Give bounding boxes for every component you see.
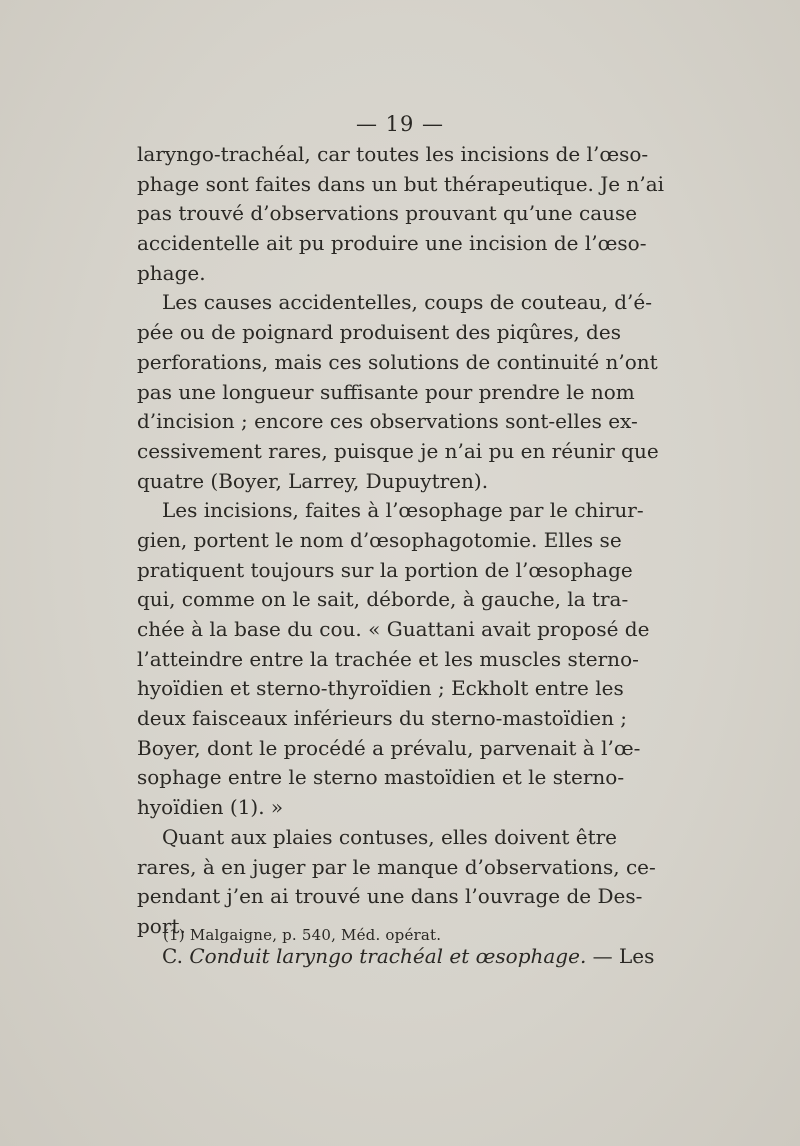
body-text bbox=[137, 140, 665, 971]
text-line: d’incision ; encore ces observations sont-elles ex- bbox=[137, 409, 638, 434]
text-line: pratiquent toujours sur la portion de l’œsophage bbox=[137, 557, 633, 582]
section-letter: C. bbox=[162, 943, 183, 968]
page-number: — 19 — bbox=[355, 112, 445, 136]
text-line: port. bbox=[137, 913, 186, 938]
text-line: accidentelle ait pu produire une incision de l’œso- bbox=[137, 231, 647, 256]
text-line: gien, portent le nom d’œsophagotomie. Elles se bbox=[137, 527, 622, 552]
text-line: pendant j’en ai trouvé une dans l’ouvrage de Des- bbox=[137, 884, 643, 909]
text-line: phage. bbox=[137, 260, 206, 285]
text-line: pas une longueur suffisante pour prendre le nom bbox=[137, 379, 635, 404]
section-continuation: — Les bbox=[592, 943, 655, 968]
text-line: qui, comme on le sait, déborde, à gauche, la tra- bbox=[137, 587, 629, 612]
text-line: rares, à en juger par le manque d’observations, ce- bbox=[137, 854, 656, 879]
section-heading bbox=[137, 942, 655, 972]
text-line: perforations, mais ces solutions de continuité n’ont bbox=[137, 349, 658, 374]
text-line: laryngo-trachéal, car toutes les incisions de l’œso- bbox=[137, 142, 649, 166]
text-line: Quant aux plaies contuses, elles doivent être bbox=[162, 824, 618, 849]
text-line: pée ou de poignard produisent des piqûres, des bbox=[137, 320, 621, 345]
text-line: deux faisceaux inférieurs du sterno-mastoïdien ; bbox=[137, 706, 628, 731]
text-line: cessivement rares, puisque je n’ai pu en réunir que bbox=[137, 438, 659, 463]
text-line: chée à la base du cou. « Guattani avait proposé de bbox=[137, 617, 650, 641]
text-line: hyoïdien et sterno-thyroïdien ; Eckholt entre les bbox=[137, 676, 624, 701]
text-line: Boyer, dont le procédé a prévalu, parvenait à l’œ- bbox=[137, 735, 641, 760]
footnote: (1) Malgaigne, p. 540, Méd. opérat. bbox=[163, 926, 442, 944]
section-title: Conduit laryngo trachéal et œsophage. bbox=[189, 943, 587, 968]
text-line: pas trouvé d’observations prouvant qu’une cause bbox=[137, 201, 638, 226]
text-line: phage sont faites dans un but thérapeutique. Je n’ai bbox=[137, 171, 665, 196]
text-line: quatre (Boyer, Larrey, Dupuytren). bbox=[137, 468, 489, 493]
text-line: sophage entre le sterno mastoïdien et le sterno- bbox=[137, 765, 625, 790]
text-line: Les incisions, faites à l’œsophage par le chirur- bbox=[162, 498, 644, 523]
text-line: l’atteindre entre la trachée et les muscles sterno- bbox=[137, 646, 639, 671]
text-line: hyoïdien (1). » bbox=[137, 795, 284, 820]
text-line: Les causes accidentelles, coups de couteau, d’é- bbox=[162, 290, 652, 315]
